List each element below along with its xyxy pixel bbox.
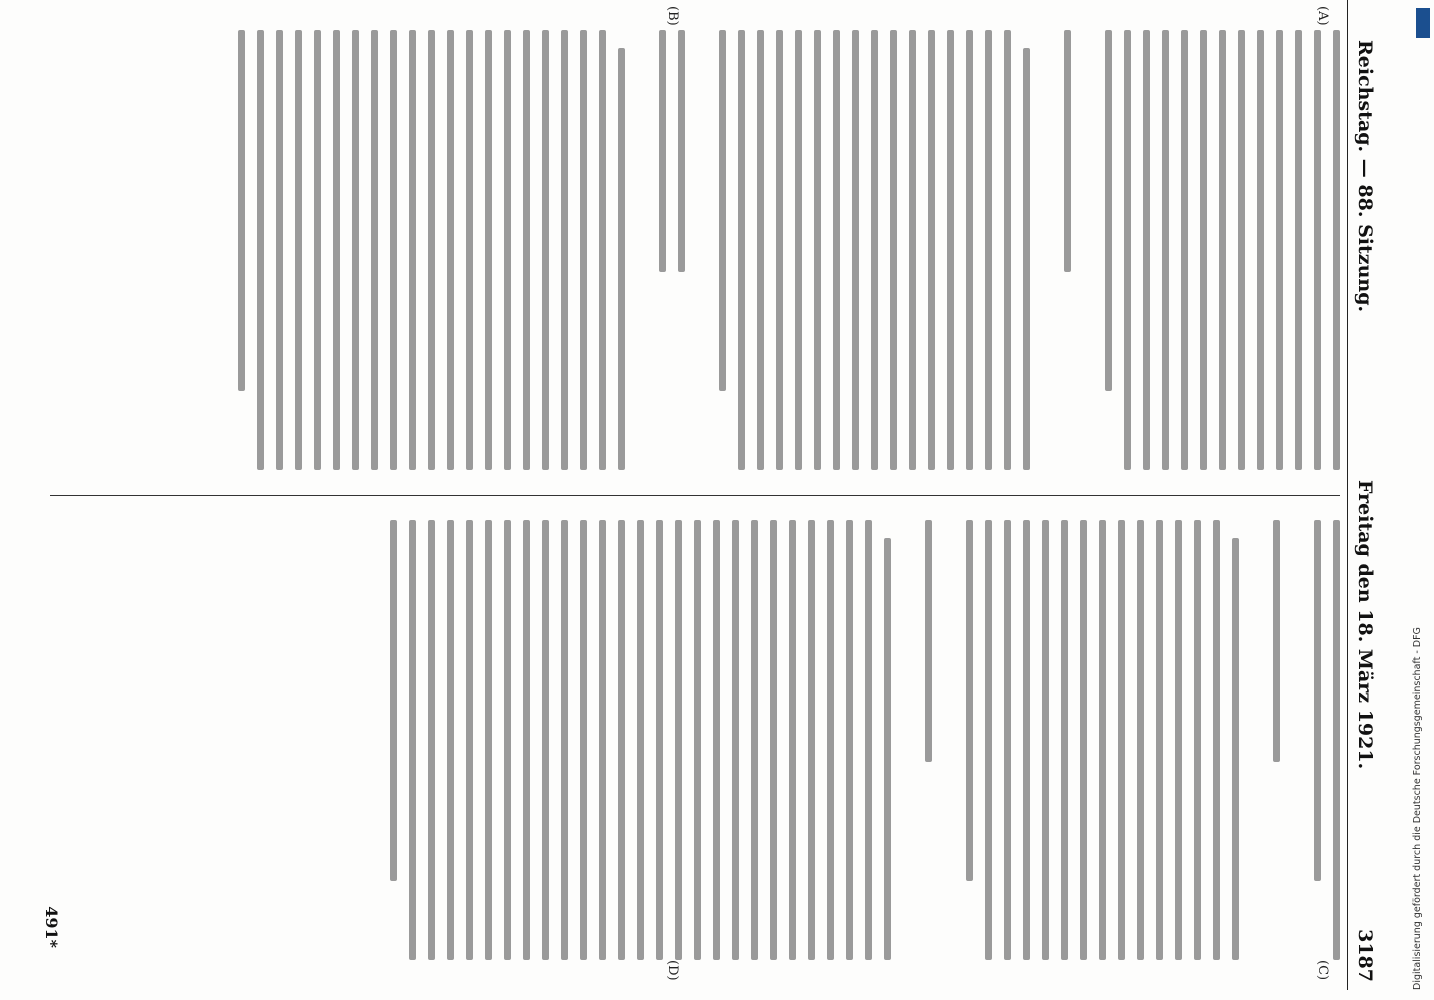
margin-marker-a: (A)	[1315, 6, 1330, 26]
right-column-text	[42, 520, 1340, 960]
digitization-credit	[1412, 10, 1432, 990]
page-number: 3187	[1354, 929, 1376, 982]
margin-marker-c: (C)	[1315, 960, 1330, 981]
running-head-right: Freitag den 18. März 1921.	[1354, 480, 1376, 770]
column-divider	[50, 495, 1340, 496]
digitization-credit-text: Digitalisierung gefördert durch die Deutsche Forschungsgemeinschaft - DFG	[1412, 627, 1423, 990]
margin-marker-d: (D)	[665, 960, 680, 981]
rotated-scan-sheet	[30, 0, 1400, 990]
margin-marker-b: (B)	[665, 6, 680, 26]
running-head-left: Reichstag. — 88. Sitzung.	[1354, 40, 1376, 313]
left-column-text	[50, 30, 1340, 470]
running-head	[1347, 0, 1378, 990]
footer-page-mark: 491*	[42, 906, 61, 948]
